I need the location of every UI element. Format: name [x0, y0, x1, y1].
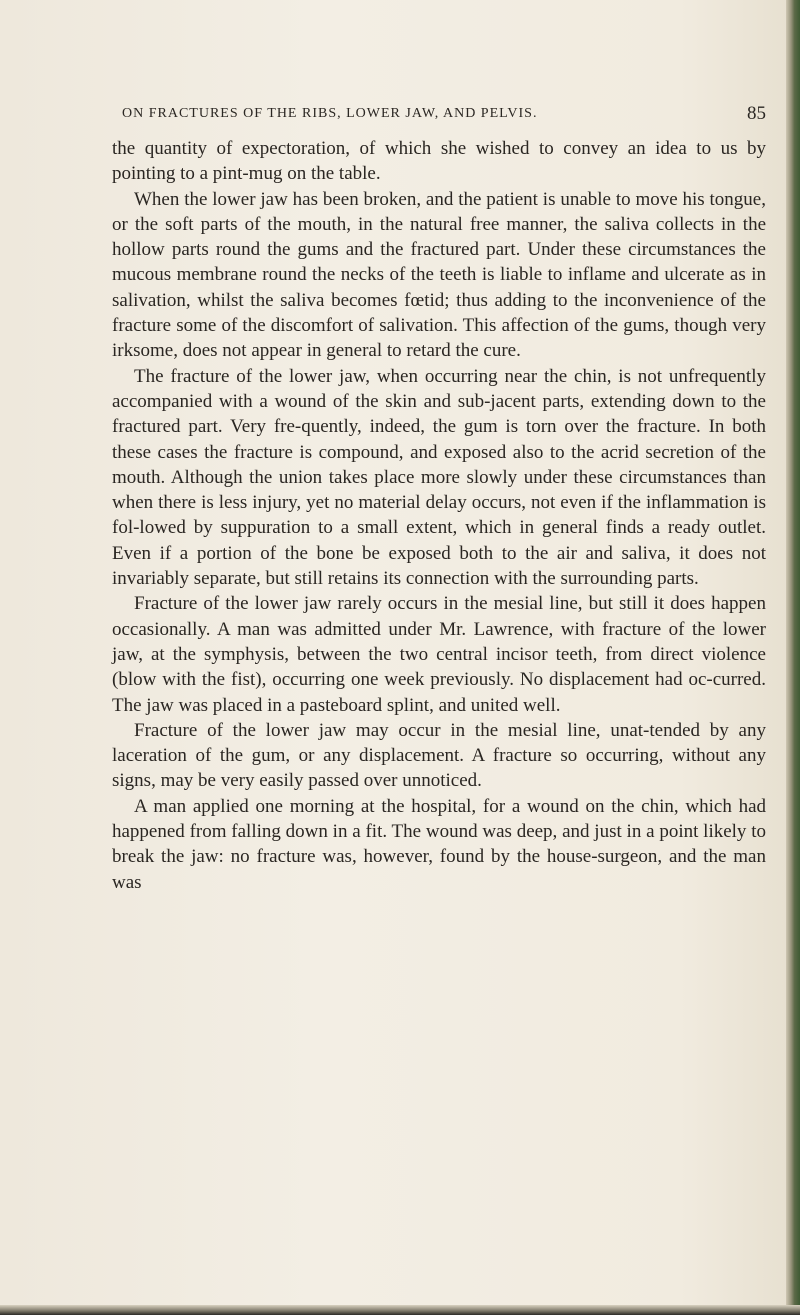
paragraph: A man applied one morning at the hospital, for a wound on the chin, which had happened from falling down in a fit. The wound was deep, and just in a point likely to break the jaw: no fracture was, however, found by the house-surgeon, and the man was — [112, 795, 766, 893]
paragraph: Fracture of the lower jaw rarely occurs in the mesial line, but still it does happen occasionally. A man was admitted under Mr. Lawrence, with fracture of the lower jaw, at the symphysis, between the two central incisor teeth, from direct violence (blow with the fist), occurring one week previously. No displacement had oc-curred. The jaw was placed in a pasteboard splint, and united well. — [112, 593, 766, 716]
binding-edge — [786, 0, 800, 1315]
paragraph: The fracture of the lower jaw, when occurring near the chin, is not unfrequently accompanied with a wound of the skin and sub-jacent parts, extending down to the fractured part. Very fre-quently, indeed, the gum is torn over the fracture. In both these cases the fracture is compound, and exposed also to the acrid secretion of the mouth. Although the union takes place more slowly under these circumstances than when there is less injury, yet no material delay occurs, not even if the inflammation is fol-lowed by suppuration to a small extent, which in general finds a ready outlet. Even if a portion of the bone be exposed both to the air and saliva, it does not invariably separate, but still retains its connection with the surrounding parts. — [112, 365, 766, 590]
page-number: 85 — [747, 103, 766, 124]
running-title: ON FRACTURES OF THE RIBS, LOWER JAW, AND PELVIS. — [122, 106, 538, 121]
body-text — [112, 136, 766, 895]
paragraph: When the lower jaw has been broken, and the patient is unable to move his tongue, or the soft parts of the mouth, in the natural free manner, the saliva collects in the hollow parts round the gums and the fractured part. Under these circumstances the mucous membrane round the necks of the teeth is liable to inflame and ulcerate as in salivation, whilst the saliva becomes fœtid; thus adding to the inconvenience of the fracture some of the discomfort of salivation. This affection of the gums, though very irksome, does not appear in general to retard the cure. — [112, 188, 766, 362]
page-header — [114, 103, 766, 132]
page-bottom-edge — [0, 1305, 800, 1315]
paragraph: Fracture of the lower jaw may occur in the mesial line, unat-tended by any laceration of the gum, or any displacement. A fracture so occurring, without any signs, may be very easily passed over unnoticed. — [112, 719, 766, 792]
paragraph-continuation: the quantity of expectoration, of which she wished to convey an idea to us by pointing to a pint-mug on the table. — [112, 138, 766, 185]
